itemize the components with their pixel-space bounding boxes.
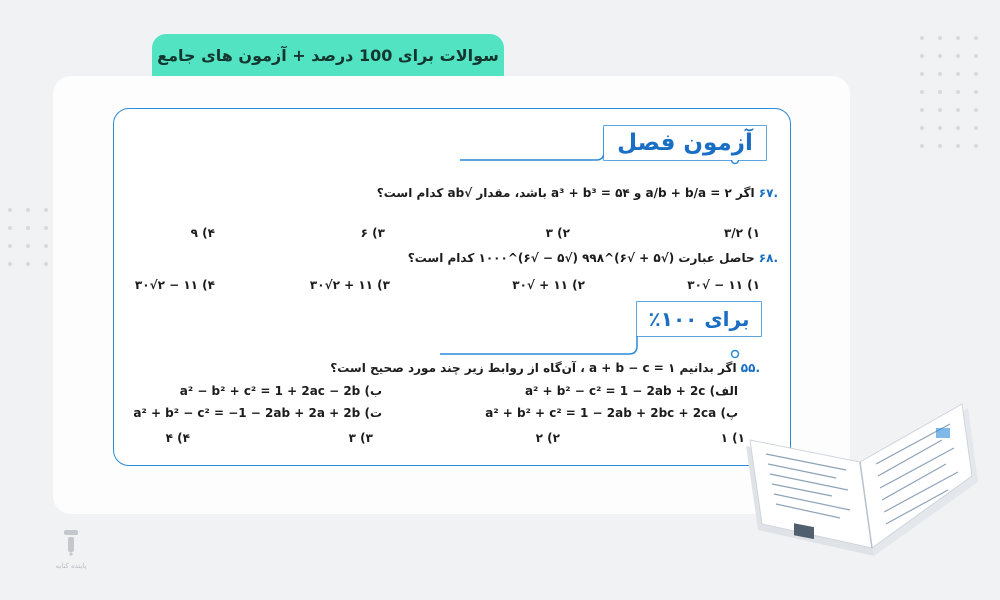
- q67-option-1: ۱) ۳/۲: [723, 226, 760, 240]
- hundred-section-title: برای ۱۰۰٪: [637, 302, 761, 336]
- question-text: حاصل عبارت (√۵ + √۶)^۹۹۸ (√۵ − √۶)^۱۰۰۰ کدام است؟: [407, 251, 755, 265]
- q67-option-2: ۲) ۳: [545, 226, 570, 240]
- q55-statement-a: [525, 384, 738, 398]
- statement-label: ب): [364, 384, 382, 398]
- statement-label: پ): [720, 406, 738, 420]
- q55-option-3: ۳) ۳: [348, 431, 373, 445]
- question-number: .۶۷: [758, 186, 778, 200]
- statement-equation: a² + b² + c² = 1 − 2ab + 2bc + 2ca: [485, 406, 717, 420]
- paper-logo-icon: [59, 528, 83, 556]
- q68-option-1: ۱) ۱۱ − √۳۰: [687, 278, 760, 292]
- statement-label: الف): [709, 384, 738, 398]
- q67-option-3: ۳) ۶: [360, 226, 385, 240]
- dots-pattern-right: [920, 36, 978, 148]
- q68-option-3: ۳) ۱۱ + ۲√۳۰: [309, 278, 390, 292]
- q68-option-4: ۴) ۱۱ − ۲√۳۰: [134, 278, 215, 292]
- section-badge: [152, 34, 504, 76]
- q55-statement-d: [133, 406, 382, 420]
- statement-equation: a² − b² + c² = 1 + 2ac − 2b: [179, 384, 361, 398]
- question-number: .۵۵: [740, 361, 760, 375]
- statement-equation: a² + b² − c² = −1 − 2ab + 2a + 2b: [133, 406, 361, 420]
- question-text: اگر بدانیم ۱ = a + b − c ، آن‌گاه از روابط زیر چند مورد صحیح است؟: [330, 361, 737, 375]
- dots-pattern-left: [8, 208, 48, 266]
- question-68: [408, 251, 778, 265]
- open-book-icon: [736, 384, 982, 560]
- question-text: اگر ۲ = a/b + b/a و a³ + b³ = ۵۴ باشد، مقدار √ab کدام است؟: [376, 186, 755, 200]
- statement-equation: a² + b² − c² = 1 − 2ab + 2c: [524, 384, 706, 398]
- q68-option-2: ۲) ۱۱ + √۳۰: [512, 278, 585, 292]
- brand-logo: [50, 528, 92, 570]
- q55-statement-c: [485, 406, 738, 420]
- q55-option-4: ۴) ۴: [165, 431, 190, 445]
- question-67: [377, 186, 778, 200]
- brand-name: پاینده کتابه: [55, 562, 87, 570]
- q55-option-1: ۱) ۱: [720, 431, 745, 445]
- question-number: .۶۸: [758, 251, 778, 265]
- question-55: [330, 361, 760, 375]
- statement-label: ت): [364, 406, 382, 420]
- q55-statement-b: [180, 384, 382, 398]
- exam-section-title: آزمون فصل: [604, 126, 766, 160]
- badge-title: سوالات برای 100 درصد + آزمون های جامع: [157, 45, 499, 65]
- q67-option-4: ۴) ۹: [190, 226, 215, 240]
- q55-option-2: ۲) ۲: [535, 431, 560, 445]
